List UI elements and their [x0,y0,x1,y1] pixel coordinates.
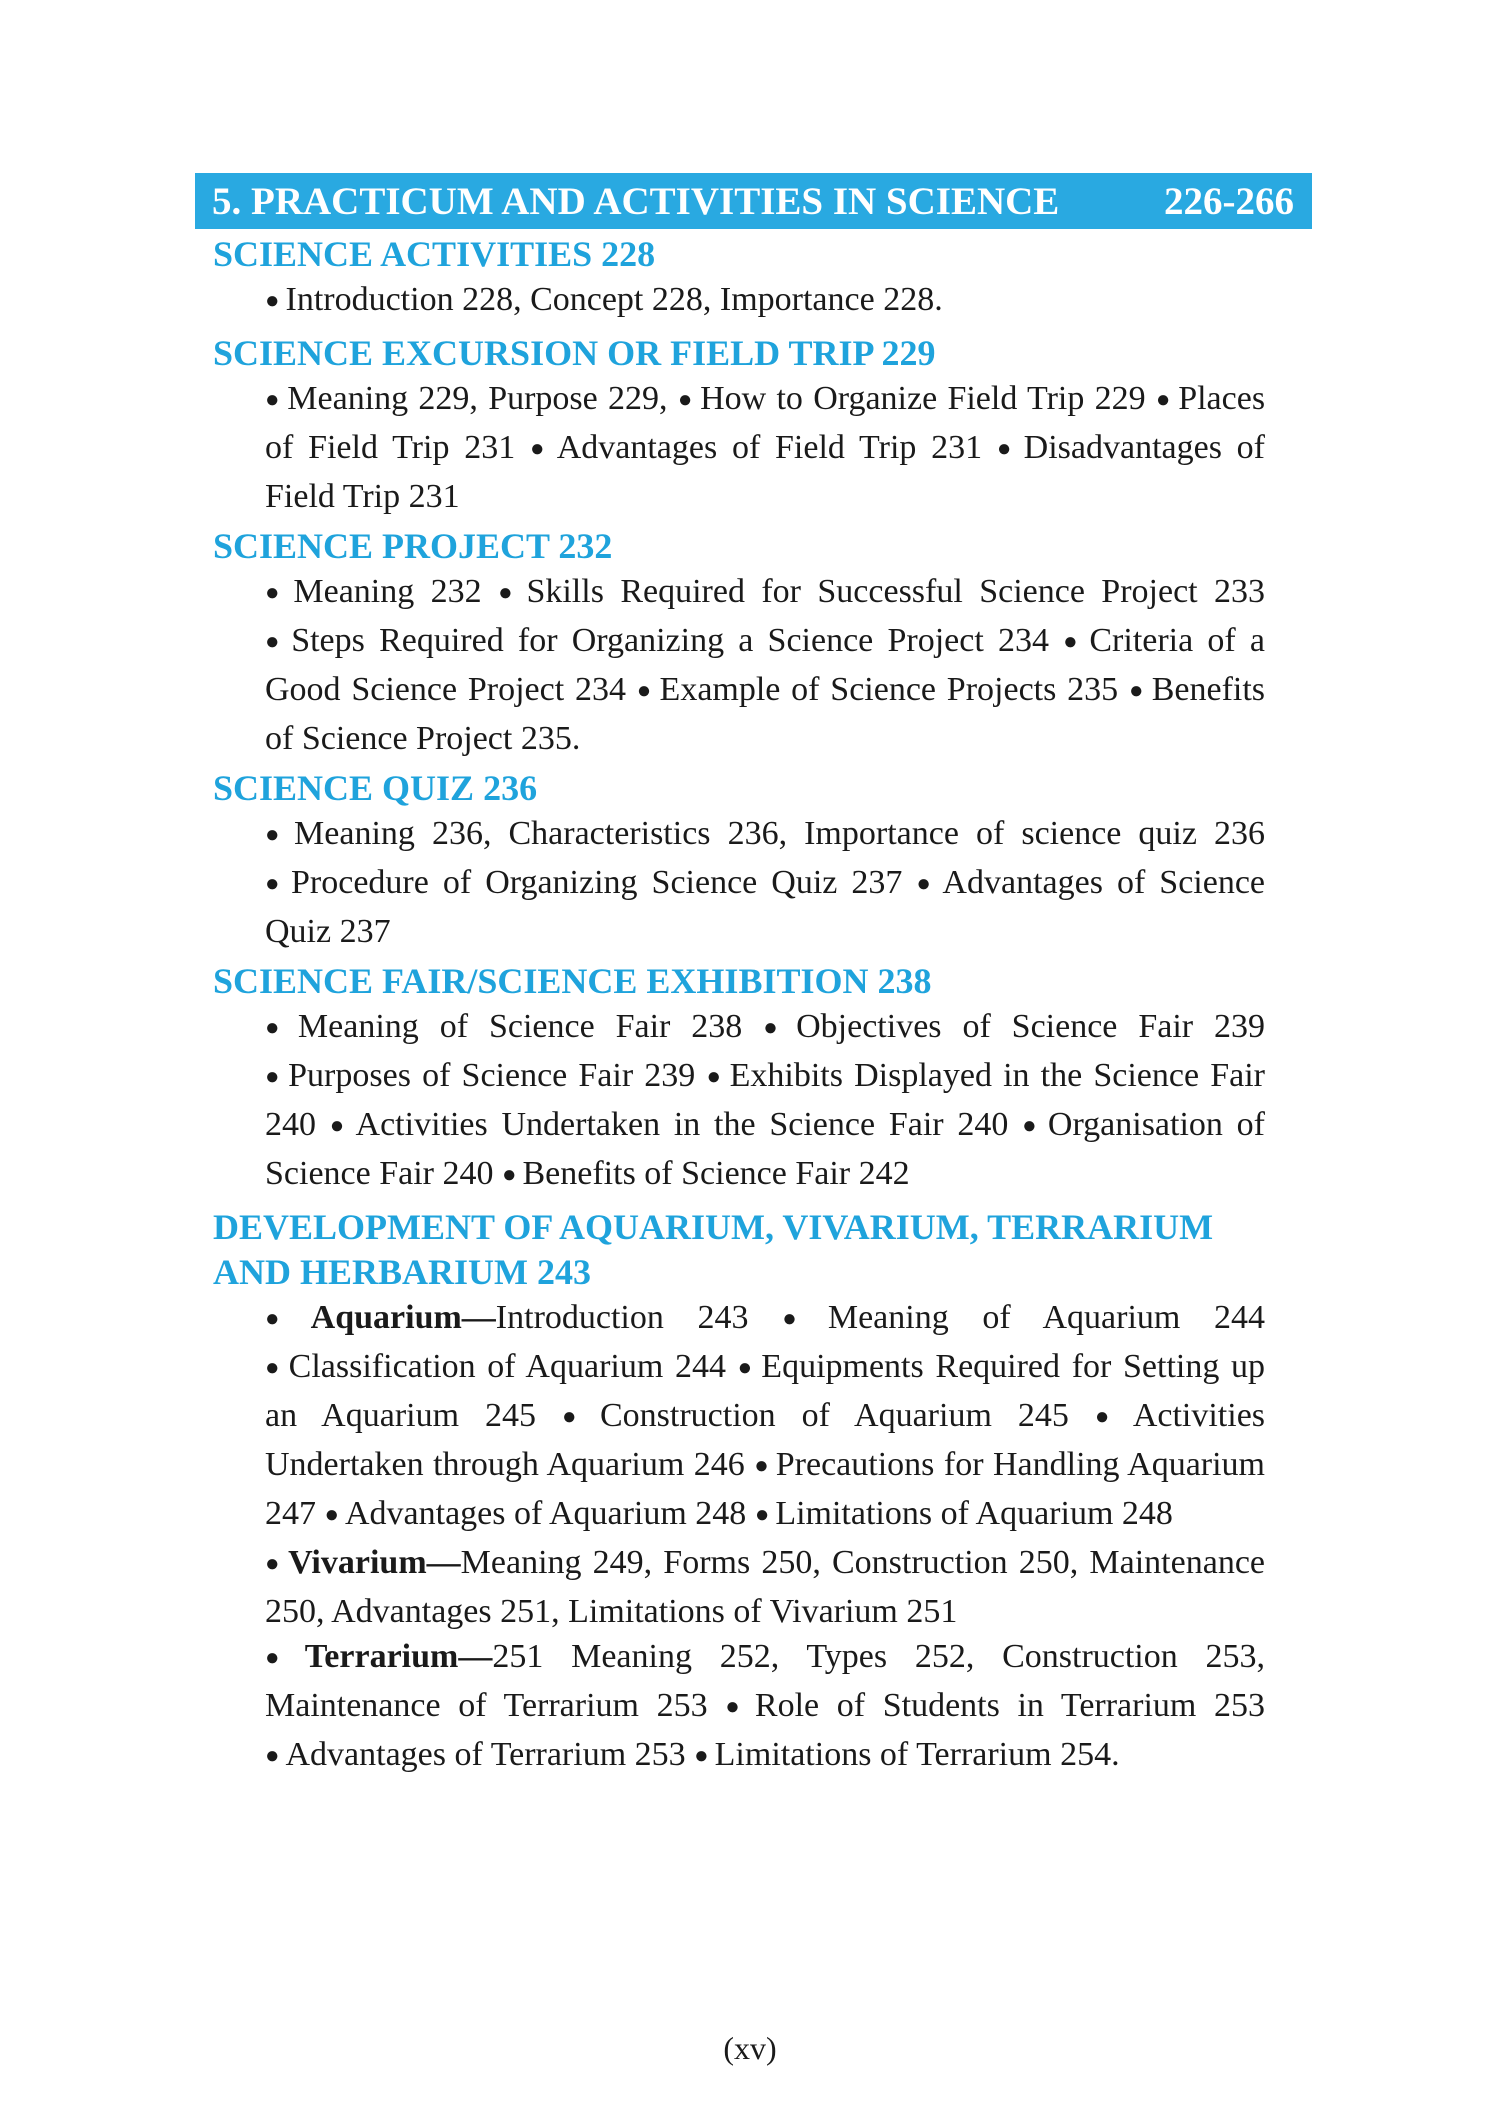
group-label: Terrarium— [304,1638,493,1675]
section-entries [265,811,1265,954]
toc-entry [265,1008,742,1045]
toc-entry [265,1736,686,1773]
group-label: Vivarium— [288,1544,461,1581]
bullet-icon: ● [1063,629,1084,655]
page-number: (xv) [723,2030,777,2066]
toc-entry [265,815,1265,852]
section-heading: SCIENCE QUIZ 236 [213,768,538,808]
chapter-title: 5. PRACTICUM AND ACTIVITIES IN SCIENCE [212,179,1060,223]
toc-entry [265,1299,749,1336]
entry-text: Meaning of Aquarium 244 [827,1299,1265,1336]
entry-text: Meaning 229, Purpose 229, [287,380,668,417]
bullet-icon: ● [1094,1404,1127,1430]
section-entries [265,1004,1265,1200]
bullet-icon: ● [265,580,288,606]
bullet-icon: ● [677,387,695,413]
bullet-icon: ● [737,1355,756,1381]
entry-text: Meaning 249, Forms 250, Construction 250, Maintenance 250, Advantages 251, Limitations of Vivarium 251 [265,1544,1265,1630]
entry-text: Activities Undertaken in the Science Fair 240 [355,1106,1009,1143]
bullet-icon: ● [329,1113,350,1139]
toc-entry [265,573,482,610]
toc-entry [694,1736,1119,1773]
entry-text: Criteria of a Good Science Project 234 [265,622,1266,708]
entry-text: Meaning of Science Fair 238 [297,1008,743,1045]
section-entries [265,277,1265,326]
entry-text: Example of Science Projects 235 [659,671,1119,708]
entry-text: Advantages of Aquarium 248 [345,1495,747,1532]
toc-entry [325,1495,747,1532]
bullet-icon: ● [265,1064,283,1090]
toc-entry [782,1299,1265,1336]
aquarium-entries [265,1295,1265,1540]
entry-text: How to Organize Field Trip 229 [700,380,1146,417]
bullet-icon: ● [265,1551,283,1577]
toc-entry [265,380,668,417]
bullet-icon: ● [265,871,286,897]
toc-entry [502,1155,910,1192]
entry-text: Procedure of Organizing Science Quiz 237 [291,864,903,901]
bullet-icon: ● [706,1064,724,1090]
section-entries [265,569,1265,761]
section-heading: SCIENCE PROJECT 232 [213,526,613,566]
toc-entry [265,281,943,318]
entry-text: Organisation of Science Fair 240 [265,1106,1266,1192]
toc-entry [678,380,1146,417]
entry-text: Advantages of Field Trip 231 [556,429,983,466]
bullet-icon: ● [782,1306,822,1332]
entry-text: Skills Required for Successful Science Project 233 [526,573,1266,610]
bullet-icon: ● [1022,1113,1042,1139]
toc-entry [637,671,1118,708]
bullet-icon: ● [265,1306,305,1332]
bullet-icon: ● [498,580,521,606]
entry-text: Benefits of Science Project 235. [265,671,1266,757]
toc-entry [763,1008,1265,1045]
chapter-title-line [212,179,1294,224]
bullet-icon: ● [916,871,937,897]
chapter-pages: 226-266 [1164,179,1294,223]
toc-entry [265,864,902,901]
entry-text: Steps Required for Organizing a Science Project 234 [291,622,1049,659]
bullet-icon: ● [265,1645,299,1671]
entry-text: Introduction 228, Concept 228, Importance 228. [285,281,943,318]
entry-text: Introduction 243 [495,1299,749,1336]
vivarium-entries [265,1540,1265,1634]
bullet-icon: ● [763,1015,791,1041]
entry-text: 251 Meaning 252, Types 252, Construction 253, Maintenance of Terrarium 253 [265,1638,1265,1724]
toc-entry [265,1057,695,1094]
toc-entry [725,1687,1265,1724]
entry-text: Objectives of Science Fair 239 [796,1008,1266,1045]
bullet-icon: ● [754,1453,770,1479]
bullet-icon: ● [265,1743,280,1769]
entry-text: Activities Undertaken through Aquarium 246 [265,1397,1266,1483]
entry-text: Purposes of Science Fair 239 [288,1057,696,1094]
entry-text: Role of Students in Terrarium 253 [754,1687,1265,1724]
entry-text: Equipments Required for Setting up an Aquarium 245 [265,1348,1266,1434]
toc-entry [562,1397,1069,1434]
bullet-icon: ● [636,678,654,704]
bullet-icon: ● [265,629,286,655]
toc-entry [265,1544,1265,1630]
bullet-icon: ● [265,1355,283,1381]
entry-text: Advantages of Terrarium 253 [285,1736,686,1773]
group-label: Aquarium— [310,1299,496,1336]
bullet-icon: ● [265,387,282,413]
bullet-icon: ● [1155,387,1173,413]
section-heading: DEVELOPMENT OF AQUARIUM, VIVARIUM, TERRARIUM AND HERBARIUM 243 [213,1207,1214,1292]
entry-text: Advantages of Science Quiz 237 [265,864,1265,950]
bullet-icon: ● [996,436,1018,462]
entry-text: Meaning 236, Characteristics 236, Importance of science quiz 236 [294,815,1266,852]
toc-entry [755,1495,1173,1532]
toc-entry [498,573,1265,610]
bullet-icon: ● [562,1404,594,1430]
bullet-icon: ● [754,1502,770,1528]
entry-text: Places of Field Trip 231 [265,380,1266,466]
entry-text: Meaning 232 [293,573,482,610]
bullet-icon: ● [694,1743,709,1769]
entry-text: Disadvantages of Field Trip 231 [265,429,1265,515]
toc-entry [530,429,982,466]
bullet-icon: ● [502,1162,517,1188]
section-heading: SCIENCE ACTIVITIES 228 [213,234,656,274]
entry-text: Benefits of Science Fair 242 [522,1155,910,1192]
bullet-icon: ● [1128,678,1146,704]
bullet-icon: ● [529,436,551,462]
chapter-banner [195,173,1312,229]
entry-text: Precautions for Handling Aquarium 247 [265,1446,1265,1532]
bullet-icon: ● [265,822,289,848]
entry-text: Exhibits Displayed in the Science Fair 240 [265,1057,1265,1143]
table-of-contents [213,232,1323,1781]
entry-text: Limitations of Aquarium 248 [775,1495,1173,1532]
section-entries [265,376,1265,519]
entry-text: Construction of Aquarium 245 [599,1397,1069,1434]
terrarium-entries [265,1634,1265,1781]
bullet-icon: ● [265,288,280,314]
bullet-icon: ● [725,1694,749,1720]
bullet-icon: ● [265,1015,292,1041]
toc-entry [330,1106,1009,1143]
entry-text: Limitations of Terrarium 254. [714,1736,1120,1773]
section-heading: SCIENCE EXCURSION OR FIELD TRIP 229 [213,333,936,373]
section-heading: SCIENCE FAIR/SCIENCE EXHIBITION 238 [213,961,932,1001]
toc-entry [265,1348,726,1385]
bullet-icon: ● [324,1502,339,1528]
entry-text: Classification of Aquarium 244 [288,1348,726,1385]
toc-entry [265,622,1049,659]
